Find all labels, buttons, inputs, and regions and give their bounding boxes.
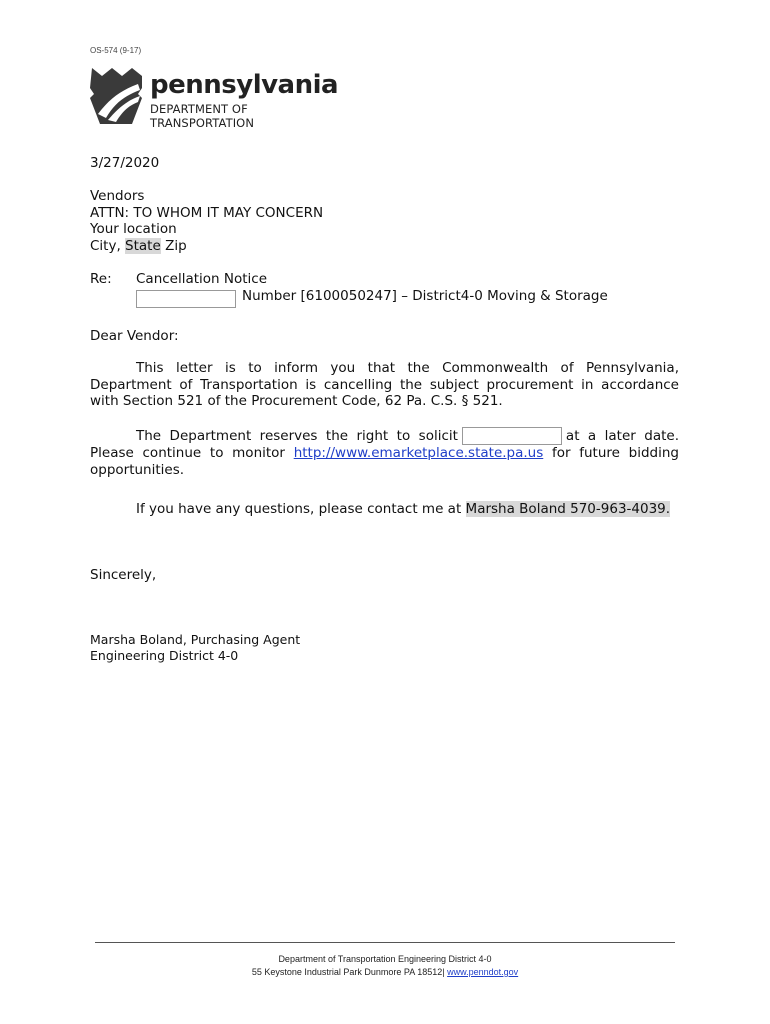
paragraph-1-text: This letter is to inform you that the Commonwealth of Pennsylvania, Department of Transportation is cancelling the subject procurement in accordance with Section 521 of the Procurement Code, 62 Pa. C.S. § 521. (90, 360, 679, 409)
salutation: Dear Vendor: (90, 328, 179, 344)
paragraph-solicit (90, 427, 679, 478)
keystone-logo-icon (88, 68, 144, 124)
footer-line-1: Department of Transportation Engineering District 4-0 (278, 954, 492, 964)
solicit-field[interactable] (462, 427, 562, 445)
signature-block (90, 632, 300, 663)
city-text: City, (90, 237, 126, 254)
form-id: OS-574 (9-17) (90, 46, 142, 55)
recipient-address (90, 188, 323, 254)
footer-line-2 (95, 966, 675, 979)
signer-name-title: Marsha Boland, Purchasing Agent (90, 632, 301, 647)
address-line-4 (90, 238, 323, 255)
address-line-1: Vendors (90, 188, 145, 204)
logo-department: DEPARTMENT OF TRANSPORTATION (150, 102, 255, 130)
footer (95, 953, 675, 979)
address-line-3: Your location (90, 221, 177, 237)
re-number-line: Number [6100050247] – District4-0 Moving & Storage (242, 288, 608, 304)
paragraph-2-end: for future bidding opportunities. (90, 445, 679, 478)
penndot-link[interactable]: www.penndot.gov (447, 967, 519, 977)
re-title: Cancellation Notice (136, 271, 268, 287)
paragraph-2-after: at a later date. Please continue to monitor (90, 428, 679, 461)
address-line-2: ATTN: TO WHOM IT MAY CONCERN (90, 204, 324, 221)
paragraph-3-before: If you have any questions, please contact me at (136, 501, 462, 517)
footer-divider (95, 942, 675, 943)
paragraph-cancellation (90, 360, 679, 410)
emarketplace-link[interactable]: http://www.emarketplace.state.pa.us (293, 445, 544, 461)
procurement-type-field[interactable] (136, 290, 236, 308)
re-label: Re: (90, 271, 112, 287)
footer-address: 55 Keystone Industrial Park Dunmore PA 18512| (251, 967, 445, 977)
signer-district: Engineering District 4-0 (90, 647, 239, 663)
logo-wordmark: pennsylvania (150, 70, 339, 100)
closing: Sincerely, (90, 567, 157, 583)
zip-text: Zip (160, 237, 187, 254)
paragraph-contact (90, 501, 679, 518)
letter-date: 3/27/2020 (90, 155, 160, 171)
paragraph-2-before: The Department reserves the right to solicit (136, 428, 458, 444)
contact-field[interactable]: Marsha Boland 570-963-4039. (465, 501, 671, 517)
penndot-logo (88, 66, 348, 130)
state-field[interactable]: State (125, 237, 161, 254)
